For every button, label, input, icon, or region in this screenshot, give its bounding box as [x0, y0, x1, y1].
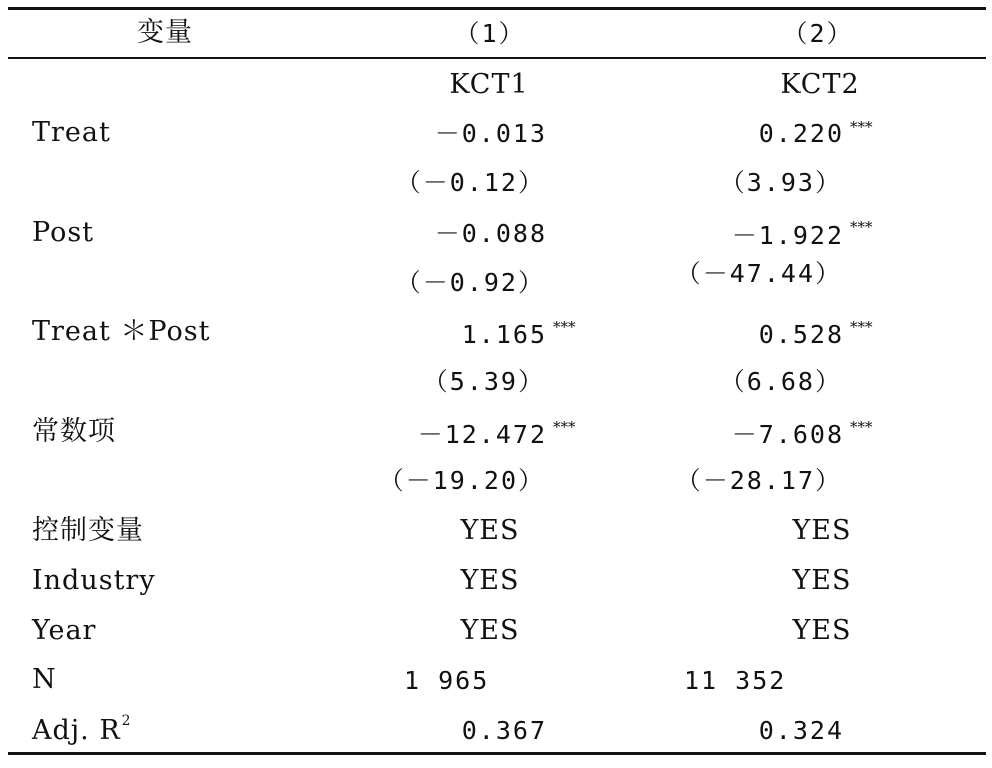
coef-treat-post-1: 1.165 — [461, 320, 547, 349]
tstat-treat-2: （3.93） — [719, 168, 842, 197]
adj-r-text: Adj. R — [32, 715, 121, 746]
coef-treat-post-2: 0.528 — [758, 320, 844, 349]
row-label-treat-post: Treat ＊Post — [32, 316, 211, 347]
row-label-post: Post — [32, 217, 95, 248]
controls-col-2: YES — [792, 515, 852, 546]
stars-treat-post-2: *** — [850, 318, 873, 336]
stars-treat-2: *** — [850, 118, 873, 136]
year-col-1: YES — [460, 615, 520, 646]
tstat-constant-1: （－19.20） — [378, 466, 545, 495]
coef-post-1: －0.088 — [434, 219, 547, 248]
r2-col-1: 0.367 — [461, 716, 547, 745]
row-label-n: N — [32, 664, 57, 695]
row-label-controls: 控制变量 — [32, 515, 144, 546]
coef-constant-2: －7.608 — [731, 420, 844, 449]
coef-treat-1: －0.013 — [434, 119, 547, 148]
tstat-treat-post-1: （5.39） — [422, 367, 545, 396]
row-label-industry: Industry — [32, 565, 156, 596]
dep-var-1: KCT1 — [449, 69, 529, 100]
adj-r-superscript: 2 — [121, 713, 132, 729]
n-col-2: 11 352 — [684, 666, 787, 695]
table-bottom-rule — [8, 752, 986, 755]
row-label-year: Year — [32, 615, 97, 646]
table-top-rule — [8, 7, 986, 10]
header-col-2: （2） — [782, 19, 854, 48]
tstat-constant-2: （－28.17） — [675, 466, 842, 495]
row-label-treat: Treat — [32, 117, 111, 148]
tstat-post-2: （－47.44） — [675, 259, 842, 288]
year-col-2: YES — [792, 615, 852, 646]
industry-col-1: YES — [460, 565, 520, 596]
r2-col-2: 0.324 — [758, 716, 844, 745]
row-label-constant: 常数项 — [32, 416, 116, 447]
row-label-adj-r2 — [32, 713, 132, 750]
coef-post-2: －1.922 — [731, 221, 844, 250]
tstat-treat-post-2: （6.68） — [719, 367, 842, 396]
n-col-1: 1 965 — [404, 666, 490, 695]
header-variable: 变量 — [137, 17, 193, 48]
coef-constant-1: －12.472 — [417, 420, 547, 449]
dep-var-2: KCT2 — [780, 69, 860, 100]
stars-treat-post-1: *** — [553, 318, 576, 336]
tstat-post-1: （－0.92） — [395, 268, 545, 297]
stars-constant-2: *** — [850, 418, 873, 436]
table-header-rule — [8, 57, 986, 59]
header-col-1: （1） — [454, 19, 526, 48]
industry-col-2: YES — [792, 565, 852, 596]
stars-post-2: *** — [850, 218, 873, 236]
coef-treat-2: 0.220 — [758, 119, 844, 148]
tstat-treat-1: （－0.12） — [395, 168, 545, 197]
controls-col-1: YES — [460, 515, 520, 546]
stars-constant-1: *** — [553, 418, 576, 436]
